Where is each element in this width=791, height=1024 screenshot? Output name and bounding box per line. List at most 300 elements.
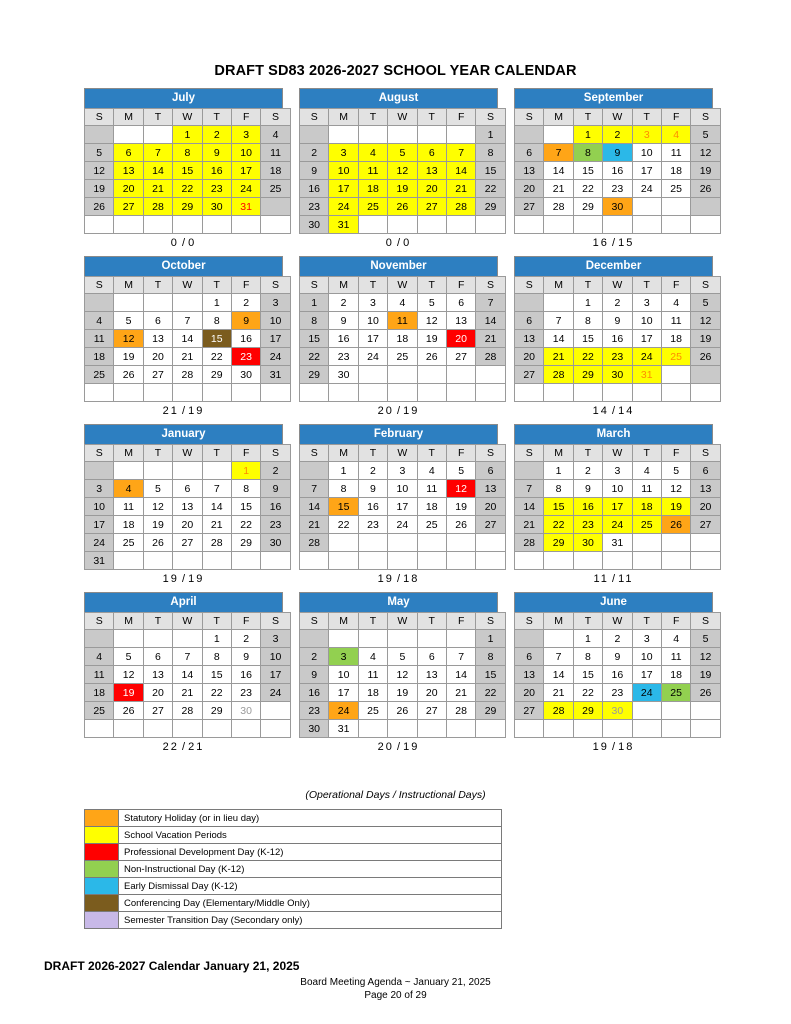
day-cell: 18 <box>632 498 661 516</box>
instructional-days: 14 <box>618 405 635 417</box>
month-title: October <box>84 256 283 276</box>
day-cell: 10 <box>632 312 661 330</box>
day-cell: 4 <box>358 144 387 162</box>
day-cell: 27 <box>173 534 202 552</box>
week-row <box>85 162 291 180</box>
day-cell: 27 <box>515 702 544 720</box>
week-row <box>300 384 506 402</box>
day-cell: 8 <box>300 312 329 330</box>
month-table <box>514 108 721 234</box>
day-cell: 12 <box>446 480 475 498</box>
day-cell <box>231 720 260 738</box>
week-row <box>85 648 291 666</box>
weekday-header: F <box>661 277 690 294</box>
day-cell: 6 <box>143 312 172 330</box>
week-row <box>515 720 721 738</box>
day-cell: 14 <box>476 312 505 330</box>
week-row <box>300 366 506 384</box>
day-cell <box>358 126 387 144</box>
week-row <box>300 684 506 702</box>
week-row <box>85 480 291 498</box>
day-cell: 13 <box>417 666 446 684</box>
day-cell: 3 <box>632 630 661 648</box>
day-cell: 20 <box>515 684 544 702</box>
legend-color-swatch <box>85 895 119 911</box>
day-cell: 21 <box>476 330 505 348</box>
day-cell <box>476 216 505 234</box>
day-cell <box>573 384 602 402</box>
weekday-header: T <box>573 277 602 294</box>
legend-row <box>85 895 501 912</box>
day-cell: 23 <box>358 516 387 534</box>
day-cell: 2 <box>603 630 632 648</box>
weekday-header: F <box>231 277 260 294</box>
month-table <box>514 444 721 570</box>
day-cell: 6 <box>143 648 172 666</box>
day-cell <box>417 366 446 384</box>
weekday-header: W <box>388 277 417 294</box>
day-cell: 10 <box>329 666 358 684</box>
day-cell: 21 <box>544 684 573 702</box>
day-cell: 9 <box>231 312 260 330</box>
day-cell: 26 <box>446 516 475 534</box>
weekday-header: W <box>388 109 417 126</box>
day-cell: 8 <box>329 480 358 498</box>
day-cell <box>446 216 475 234</box>
day-cell: 24 <box>603 516 632 534</box>
day-cell <box>173 384 202 402</box>
footer-meeting-text: Board Meeting Agenda ~ January 21, 2025 <box>300 977 491 988</box>
day-cell: 28 <box>202 534 231 552</box>
day-cell: 13 <box>417 162 446 180</box>
day-cell: 1 <box>573 126 602 144</box>
day-cell: 20 <box>476 498 505 516</box>
month-block <box>299 592 498 760</box>
legend-row <box>85 844 501 861</box>
day-cell: 4 <box>661 630 690 648</box>
day-cell <box>143 294 172 312</box>
day-cell: 17 <box>388 498 417 516</box>
day-cell: 31 <box>632 366 661 384</box>
day-cell: 27 <box>446 348 475 366</box>
week-row <box>515 216 721 234</box>
day-cell: 10 <box>603 480 632 498</box>
month-title: May <box>299 592 498 612</box>
footer-left-text: DRAFT 2026-2027 Calendar January 21, 2025 <box>44 959 300 973</box>
day-cell: 18 <box>661 162 690 180</box>
weekday-header: S <box>476 613 505 630</box>
week-row <box>515 702 721 720</box>
day-cell: 30 <box>603 198 632 216</box>
day-cell: 18 <box>417 498 446 516</box>
day-cell <box>143 720 172 738</box>
day-cell: 19 <box>85 180 114 198</box>
day-cell <box>476 534 505 552</box>
day-cell: 11 <box>632 480 661 498</box>
weekday-header: S <box>300 445 329 462</box>
day-cell: 3 <box>261 294 290 312</box>
day-cell <box>544 720 573 738</box>
week-row <box>300 552 506 570</box>
month-table <box>84 612 291 738</box>
day-cell <box>515 630 544 648</box>
day-cell: 7 <box>300 480 329 498</box>
week-row <box>85 126 291 144</box>
day-cell <box>329 552 358 570</box>
day-cell: 3 <box>261 630 290 648</box>
day-cell <box>691 720 720 738</box>
day-cell: 29 <box>573 366 602 384</box>
day-cell: 19 <box>143 516 172 534</box>
day-cell: 29 <box>573 702 602 720</box>
day-cell <box>661 720 690 738</box>
weekday-header: F <box>661 109 690 126</box>
day-cell: 30 <box>231 702 260 720</box>
day-cell <box>300 630 329 648</box>
weekday-header: T <box>358 277 387 294</box>
day-cell: 10 <box>261 648 290 666</box>
month-block <box>84 424 283 592</box>
week-row <box>300 516 506 534</box>
day-cell <box>515 294 544 312</box>
day-cell <box>388 366 417 384</box>
day-cell <box>173 552 202 570</box>
day-cell: 2 <box>603 294 632 312</box>
legend-label: Professional Development Day (K-12) <box>124 846 284 858</box>
day-cell <box>446 552 475 570</box>
operational-days: 0 <box>170 237 179 249</box>
day-cell: 13 <box>143 330 172 348</box>
day-cell: 2 <box>202 126 231 144</box>
day-cell: 4 <box>114 480 143 498</box>
day-cell: 31 <box>231 198 260 216</box>
weekday-header: S <box>476 277 505 294</box>
day-cell: 6 <box>476 462 505 480</box>
totals-separator: / <box>608 405 619 417</box>
day-cell: 31 <box>329 720 358 738</box>
operational-days: 0 <box>385 237 394 249</box>
day-cell <box>446 534 475 552</box>
day-cell: 2 <box>358 462 387 480</box>
totals-separator: / <box>178 741 189 753</box>
day-cell: 14 <box>446 666 475 684</box>
day-cell: 1 <box>476 630 505 648</box>
operational-days: 16 <box>592 237 609 249</box>
day-cell: 20 <box>143 348 172 366</box>
week-row <box>300 702 506 720</box>
day-cell: 13 <box>515 666 544 684</box>
day-cell: 24 <box>632 180 661 198</box>
weekday-header: T <box>417 109 446 126</box>
day-cell <box>417 216 446 234</box>
week-row <box>515 462 721 480</box>
day-cell <box>173 720 202 738</box>
day-cell: 15 <box>573 666 602 684</box>
day-cell: 7 <box>544 144 573 162</box>
day-cell: 2 <box>573 462 602 480</box>
month-table <box>84 444 291 570</box>
day-cell: 9 <box>603 312 632 330</box>
month-block <box>514 592 713 760</box>
weekday-header: F <box>446 445 475 462</box>
day-cell: 1 <box>202 294 231 312</box>
day-cell <box>329 384 358 402</box>
day-cell: 31 <box>603 534 632 552</box>
week-row <box>300 666 506 684</box>
weekday-header: T <box>358 613 387 630</box>
week-row <box>85 312 291 330</box>
day-cell: 2 <box>329 294 358 312</box>
day-cell: 24 <box>231 180 260 198</box>
day-cell <box>173 216 202 234</box>
day-cell: 15 <box>476 162 505 180</box>
instructional-days: 18 <box>618 741 635 753</box>
day-cell <box>202 384 231 402</box>
day-cell: 16 <box>603 162 632 180</box>
day-cell: 3 <box>85 480 114 498</box>
day-cell: 8 <box>573 312 602 330</box>
day-cell: 23 <box>329 348 358 366</box>
day-cell: 11 <box>661 144 690 162</box>
day-cell <box>114 294 143 312</box>
weekday-header: S <box>515 445 544 462</box>
day-cell: 17 <box>632 330 661 348</box>
day-cell: 20 <box>446 330 475 348</box>
day-cell: 16 <box>202 162 231 180</box>
month-block <box>514 88 713 256</box>
week-row <box>515 534 721 552</box>
operational-days: 22 <box>162 741 179 753</box>
week-row <box>85 348 291 366</box>
day-cell <box>544 294 573 312</box>
day-cell: 11 <box>388 312 417 330</box>
page-title: DRAFT SD83 2026-2027 SCHOOL YEAR CALENDAR <box>214 63 577 79</box>
day-cell <box>632 384 661 402</box>
day-cell: 7 <box>143 144 172 162</box>
day-cell: 15 <box>573 330 602 348</box>
day-cell: 23 <box>603 348 632 366</box>
weekday-header: S <box>515 277 544 294</box>
day-cell: 19 <box>691 162 720 180</box>
day-cell: 26 <box>388 702 417 720</box>
weekday-header: T <box>202 613 231 630</box>
day-cell: 16 <box>603 666 632 684</box>
day-cell: 26 <box>417 348 446 366</box>
day-cell: 11 <box>661 648 690 666</box>
day-cell: 14 <box>202 498 231 516</box>
weekday-header: W <box>388 613 417 630</box>
day-cell: 17 <box>85 516 114 534</box>
day-cell <box>85 462 114 480</box>
day-cell <box>202 462 231 480</box>
day-cell <box>173 462 202 480</box>
week-row <box>300 198 506 216</box>
month-block <box>514 424 713 592</box>
day-cell: 11 <box>85 330 114 348</box>
day-cell: 28 <box>544 198 573 216</box>
weekday-header: F <box>446 613 475 630</box>
day-cell <box>358 216 387 234</box>
operational-days: 19 <box>592 741 609 753</box>
day-cell: 8 <box>476 648 505 666</box>
week-row <box>85 384 291 402</box>
day-cell: 5 <box>691 630 720 648</box>
day-cell: 5 <box>85 144 114 162</box>
operational-days: 20 <box>377 741 394 753</box>
day-cell: 16 <box>231 330 260 348</box>
day-cell: 25 <box>661 180 690 198</box>
day-cell: 30 <box>300 216 329 234</box>
day-cell: 29 <box>300 366 329 384</box>
day-cell: 29 <box>173 198 202 216</box>
instructional-days: 21 <box>188 741 205 753</box>
day-cell: 11 <box>358 162 387 180</box>
day-cell: 18 <box>85 684 114 702</box>
day-cell: 28 <box>446 198 475 216</box>
day-cell: 22 <box>202 684 231 702</box>
day-cell: 28 <box>173 702 202 720</box>
day-cell: 23 <box>202 180 231 198</box>
instructional-days: 19 <box>403 741 420 753</box>
week-row <box>300 216 506 234</box>
day-cell: 8 <box>573 648 602 666</box>
instructional-days: 19 <box>403 405 420 417</box>
month-day-totals <box>514 405 713 417</box>
day-cell: 20 <box>114 180 143 198</box>
day-cell: 5 <box>114 312 143 330</box>
day-cell <box>114 462 143 480</box>
day-cell <box>544 384 573 402</box>
day-cell: 7 <box>446 648 475 666</box>
day-cell: 16 <box>231 666 260 684</box>
day-cell: 1 <box>202 630 231 648</box>
day-cell: 3 <box>231 126 260 144</box>
day-cell: 18 <box>85 348 114 366</box>
day-cell: 29 <box>544 534 573 552</box>
day-cell: 25 <box>661 348 690 366</box>
day-cell: 7 <box>173 312 202 330</box>
day-cell: 24 <box>358 348 387 366</box>
day-cell: 6 <box>515 144 544 162</box>
day-cell: 23 <box>300 702 329 720</box>
weekday-header: W <box>603 613 632 630</box>
day-cell: 11 <box>85 666 114 684</box>
legend-row <box>85 810 501 827</box>
day-cell: 17 <box>231 162 260 180</box>
week-row <box>515 198 721 216</box>
day-cell: 6 <box>114 144 143 162</box>
month-table <box>299 276 506 402</box>
day-cell: 16 <box>261 498 290 516</box>
day-cell: 20 <box>143 684 172 702</box>
day-cell <box>544 630 573 648</box>
day-cell: 18 <box>358 180 387 198</box>
day-cell <box>261 720 290 738</box>
operational-days: 19 <box>162 573 179 585</box>
totals-separator: / <box>393 741 404 753</box>
day-cell: 5 <box>388 648 417 666</box>
week-row <box>85 702 291 720</box>
day-cell: 5 <box>691 126 720 144</box>
day-cell: 27 <box>515 198 544 216</box>
legend-label: Non-Instructional Day (K-12) <box>124 863 245 875</box>
weekday-header: S <box>300 109 329 126</box>
day-cell: 20 <box>417 684 446 702</box>
day-cell: 8 <box>202 648 231 666</box>
day-cell: 18 <box>661 330 690 348</box>
weekday-header: M <box>114 445 143 462</box>
legend-color-swatch <box>85 844 119 860</box>
day-cell: 7 <box>446 144 475 162</box>
weekday-header: S <box>85 109 114 126</box>
day-cell: 19 <box>661 498 690 516</box>
day-cell: 16 <box>603 330 632 348</box>
week-row <box>300 312 506 330</box>
weekday-header: S <box>85 613 114 630</box>
day-cell: 11 <box>358 666 387 684</box>
day-cell <box>632 216 661 234</box>
weekday-header: M <box>114 613 143 630</box>
day-cell: 17 <box>329 684 358 702</box>
legend-label: Conferencing Day (Elementary/Middle Only) <box>124 897 310 909</box>
weekday-header: T <box>202 109 231 126</box>
weekday-header: S <box>476 445 505 462</box>
weekday-header: S <box>515 109 544 126</box>
day-cell: 4 <box>417 462 446 480</box>
week-row <box>515 384 721 402</box>
day-cell: 6 <box>173 480 202 498</box>
day-cell: 27 <box>476 516 505 534</box>
month-day-totals <box>299 573 498 585</box>
day-cell <box>417 126 446 144</box>
week-row <box>300 348 506 366</box>
week-row <box>85 366 291 384</box>
day-cell: 13 <box>691 480 720 498</box>
day-cell: 4 <box>85 648 114 666</box>
day-cell <box>661 366 690 384</box>
week-row <box>85 462 291 480</box>
weekday-header: S <box>300 613 329 630</box>
day-cell <box>231 552 260 570</box>
day-cell: 29 <box>202 366 231 384</box>
day-cell: 12 <box>661 480 690 498</box>
day-cell: 27 <box>417 702 446 720</box>
legend <box>84 809 502 929</box>
instructional-days: 19 <box>188 573 205 585</box>
day-cell: 10 <box>231 144 260 162</box>
legend-label: Early Dismissal Day (K-12) <box>124 880 238 892</box>
month-table <box>84 276 291 402</box>
day-cell: 23 <box>261 516 290 534</box>
totals-separator: / <box>608 741 619 753</box>
legend-row <box>85 878 501 895</box>
day-cell <box>114 216 143 234</box>
day-cell: 21 <box>143 180 172 198</box>
totals-separator: / <box>178 237 189 249</box>
day-cell: 24 <box>261 348 290 366</box>
month-title: August <box>299 88 498 108</box>
day-cell <box>446 720 475 738</box>
day-cell <box>544 216 573 234</box>
week-row <box>85 516 291 534</box>
weekday-header: F <box>446 277 475 294</box>
month-table <box>84 108 291 234</box>
day-cell <box>388 720 417 738</box>
day-cell: 24 <box>329 702 358 720</box>
day-cell: 17 <box>632 162 661 180</box>
week-row <box>515 366 721 384</box>
day-cell <box>143 384 172 402</box>
